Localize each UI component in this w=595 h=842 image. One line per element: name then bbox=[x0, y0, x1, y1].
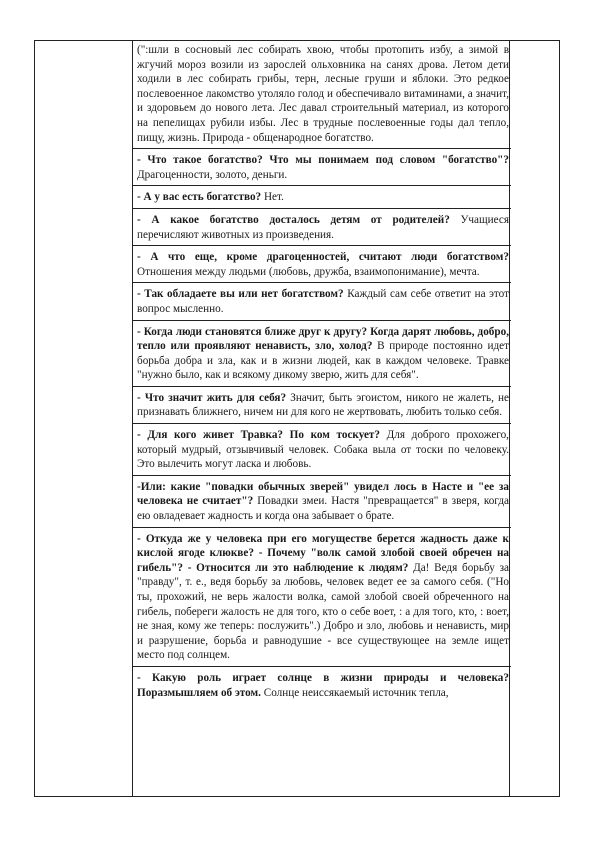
paragraph bbox=[133, 41, 511, 148]
question-text: - Для кого живет Травка? По ком тоскует? bbox=[137, 429, 381, 442]
answer-text: Драгоценности, золото, деньги. bbox=[137, 168, 288, 181]
paragraph bbox=[133, 185, 511, 208]
table-content-column bbox=[133, 41, 511, 796]
answer-text: Для доброго прохожего, который мудрый, отзывчивый человек. Собака выла от тоски по человеку. Это вылечить могут ласка и любовь. bbox=[137, 429, 509, 471]
answer-text: Каждый сам себе ответит на этот вопрос мысленно. bbox=[137, 288, 509, 315]
question-text: - Когда люди становятся ближе друг к другу? Когда дарят любовь, добро, тепло или проявляют ненависть, зло, холод? bbox=[137, 325, 509, 353]
table-right-column bbox=[509, 41, 559, 796]
paragraph bbox=[133, 282, 511, 319]
answer-text: (":шли в сосновый лес собирать хвою, чтобы протопить избу, а зимой в жгучий мороз возили из зарослей ольховника на санях дрова. Летом дети ходили в лес собирать грибы, терн, лесные груши и яблоки. Это редкое послевоенное лакомство утоляло голод и обеспечивало витаминами, а значит, и здоровьем до нового лета. Лес давал строительный материал, из которого на пепелищах рубили избы. Лес в трудные послевоенные годы дал тепло, пищу, жизнь. Природа - общенародное богатство. bbox=[137, 44, 509, 144]
answer-text: В природе постоянно идет борьба добра и зла, как и в жизни людей, как в каждом человеке. Травке "нужно было, как и всякому дикому зверю, жить для себя". bbox=[137, 340, 510, 382]
answer-text: Учащиеся перечисляют животных из произведения. bbox=[137, 213, 509, 241]
answer-text: Да! Ведя борьбу за "правду", т. е., ведя борьбу за любовь, человек ведет ее за самого себя. ("Но ты, прохожий, не верь жалости волка, самой злобой своей обреченного на гибель, побереги жалость не для того, кто о себе воет, : а для того, кто, : воет, не зная, кому же теперь: послужить".) Добро и зло, любовь и ненависть, мир и разрушение, борьба и равнодушие - все существующее на земле ищет место под солнцем. bbox=[137, 561, 509, 662]
paragraph bbox=[133, 666, 511, 703]
paragraph bbox=[133, 386, 511, 423]
answer-text: Солнце неиссякаемый источник тепла, bbox=[260, 686, 449, 699]
answer-text: Повадки змеи. Настя "превращается" в зверя, когда ею овладевает жадность и когда она забывает о брате. bbox=[137, 495, 509, 523]
question-text: - А у вас есть богатство? bbox=[137, 191, 262, 204]
paragraph bbox=[133, 527, 511, 666]
question-text: - Так обладаете вы или нет богатством? bbox=[137, 288, 344, 301]
answer-text: Отношения между людьми (любовь, дружба, взаимопонимание), мечта. bbox=[137, 265, 480, 278]
question-text: - Что такое богатство? Что мы понимаем под словом "богатство"? bbox=[137, 154, 509, 167]
question-text: - А какое богатство досталось детям от родителей? bbox=[137, 213, 450, 226]
question-text: - Какую роль играет солнце в жизни природы и человека? Поразмышляем об этом. bbox=[137, 671, 509, 699]
answer-text: Значит, быть эгоистом, никого не жалеть, не признавать ближнего, ничем ни для кого не жертвовать, любить только себя. bbox=[137, 391, 510, 419]
paragraph bbox=[133, 208, 511, 245]
question-text: - Что значит жить для себя? bbox=[137, 391, 287, 404]
paragraph bbox=[133, 320, 511, 386]
table-left-column bbox=[35, 41, 133, 796]
paragraph bbox=[133, 148, 511, 185]
lesson-table bbox=[34, 40, 560, 797]
question-text: - Откуда же у человека при его могуществе берется жадность даже к кислой ягоде клюкве? - Почему "волк самой злобой своей обречен на гибель"? - Относится ли это наблюдение к людям? bbox=[137, 532, 509, 574]
question-text: -Или: какие "повадки обычных зверей" увидел лось в Насте и "ее за человека не считает"? bbox=[137, 480, 509, 508]
paragraph bbox=[133, 475, 511, 527]
answer-text: Нет. bbox=[261, 191, 284, 204]
paragraph bbox=[133, 423, 511, 475]
question-text: - А что еще, кроме драгоценностей, считают люди богатством? bbox=[137, 251, 509, 264]
paragraph bbox=[133, 245, 511, 282]
